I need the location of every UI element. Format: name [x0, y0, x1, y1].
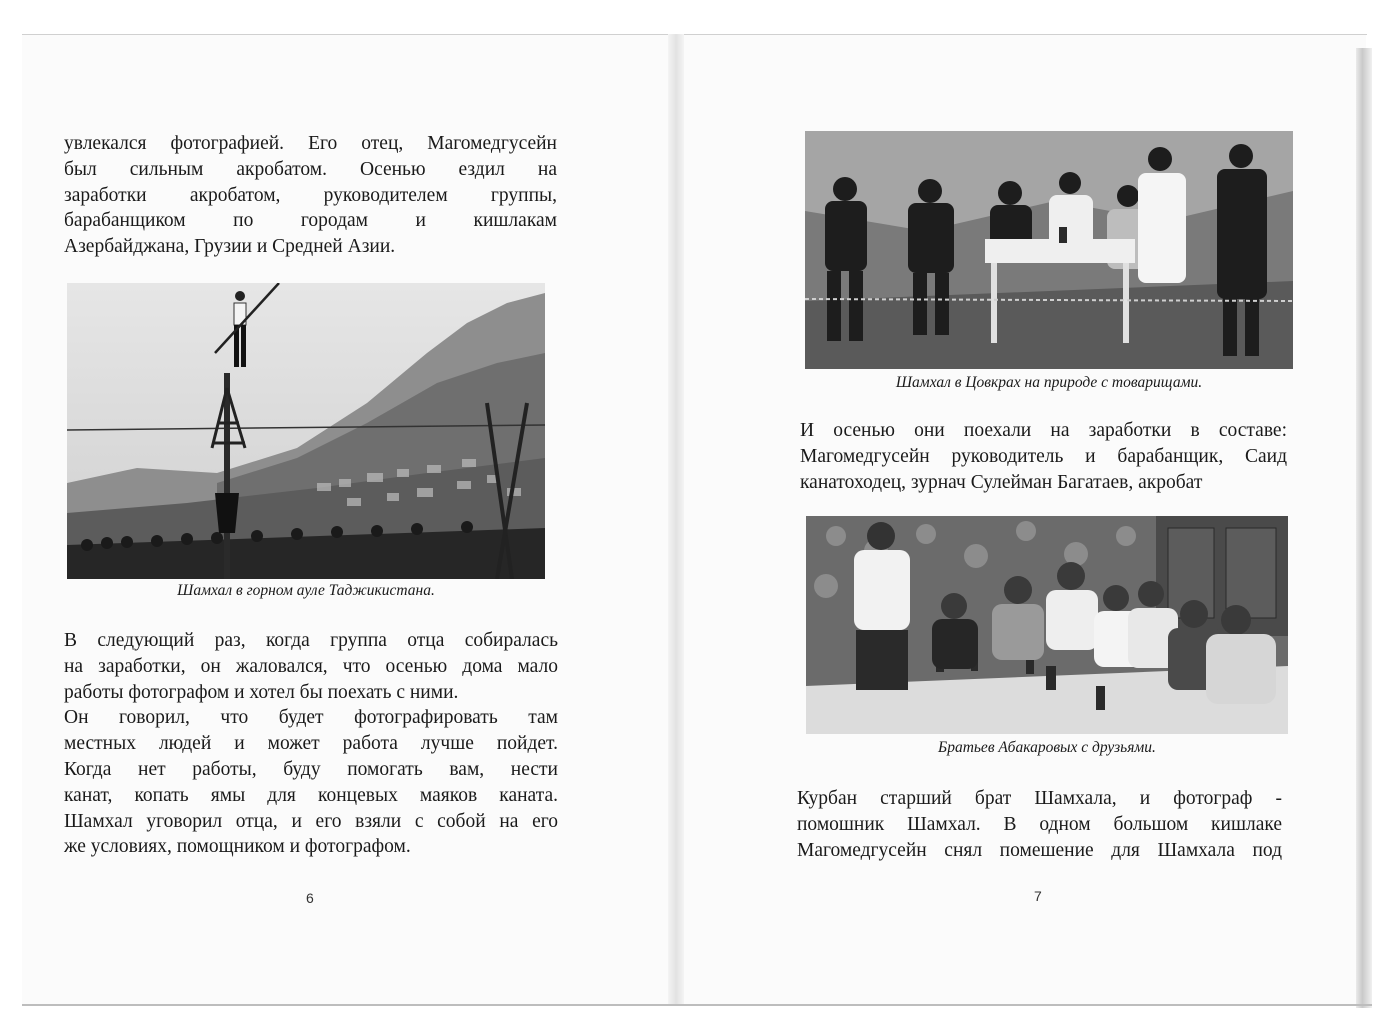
text-line: Магомедгусейн руководитель и барабанщик, Саид — [800, 445, 1287, 467]
left-paragraph-2 — [64, 628, 558, 860]
text-line: Магомедгусейн снял помешение для Шамхала под — [797, 839, 1282, 861]
page-edge-stack — [1356, 48, 1372, 1008]
text-line: помошник Шамхал. В одном большом кишлаке — [797, 813, 1282, 835]
page-top-edge — [22, 34, 1367, 35]
right-photo-1-caption: Шамхал в Цовкрах на природе с товарищами. — [895, 374, 1203, 391]
text-line: Шамхал уговорил отца, и его взяли с собой на его — [64, 810, 558, 832]
text-line: работы фотографом и хотел бы поехать с ними. — [64, 681, 459, 703]
right-paragraph-1 — [800, 418, 1287, 495]
text-line: увлекался фотографией. Его отец, Магомедгусейн — [64, 133, 557, 154]
text-line: заработки акробатом, руководителем группы, — [64, 184, 557, 206]
right-photo-2-caption: Братьев Абакаровых с друзьями. — [938, 739, 1156, 756]
photo-tightrope-mountain-village — [67, 283, 545, 579]
text-line: Курбан старший брат Шамхала, и фотограф - — [797, 788, 1282, 809]
text-line: канат, копать ямы для концевых маяков каната. — [64, 784, 558, 806]
page-number-left: 6 — [306, 890, 314, 906]
page-number-right: 7 — [1034, 888, 1042, 904]
book-gutter — [668, 34, 684, 1006]
text-line: И осенью они поехали на заработки в составе: — [800, 420, 1287, 441]
text-line: Он говорил, что будет фотографировать там — [64, 707, 558, 729]
text-line: Когда нет работы, буду помогать вам, нести — [64, 758, 558, 780]
text-line: Азербайджана, Грузии и Средней Азии. — [64, 236, 396, 258]
text-line: барабанщиком по городам и кишлакам — [64, 210, 557, 232]
text-line: канатоходец, зурнач Сулейман Багатаев, акробат — [800, 471, 1203, 493]
right-paragraph-2 — [797, 786, 1282, 863]
text-line: В следующий раз, когда группа отца собиралась — [64, 630, 558, 651]
photo-picnic-with-friends — [805, 131, 1293, 369]
text-line: местных людей и может работа лучше пойдет. — [64, 733, 558, 755]
left-photo-caption: Шамхал в горном ауле Таджикистана. — [177, 582, 435, 599]
text-line: же условиях, помощником и фотографом. — [64, 836, 411, 858]
page-bottom-edge — [22, 1004, 1372, 1006]
text-line: на заработки, он жаловался, что осенью дома мало — [64, 655, 558, 677]
photo-abakarov-brothers-feast — [806, 516, 1288, 734]
text-line: был сильным акробатом. Осенью ездил на — [64, 158, 557, 180]
left-paragraph-1 — [64, 131, 557, 260]
